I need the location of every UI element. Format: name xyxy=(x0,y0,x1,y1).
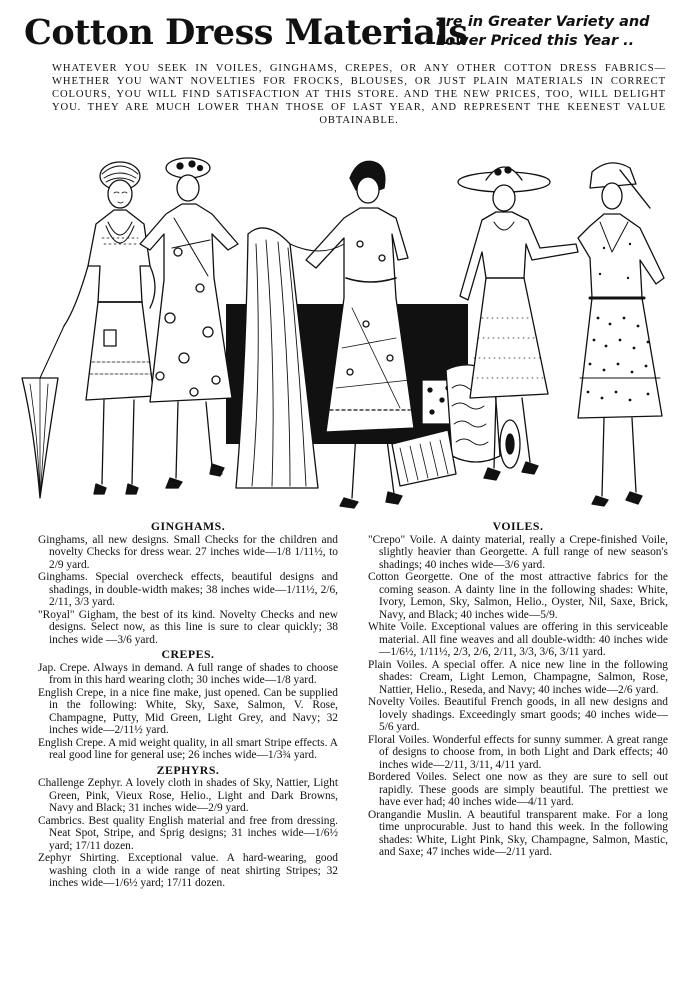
fashion-illustration xyxy=(0,148,700,520)
left-column xyxy=(38,518,338,890)
ginghams-heading: GINGHAMS. xyxy=(150,519,226,533)
crepe-item: English Crepe, in a nice fine make, just opened. Can be supplied in the following: White, Sky, Saxe, Salmon, V. Rose, Champagne, Putty, Mid Green, Light Grey, and Navy; 32 inches wide—2/11½ yard. xyxy=(38,686,338,736)
voile-item: Orangandie Muslin. A beautiful transparent make. For a long time unprocurable. Just to hand this week. In the following shades: White, Light Pink, Sky, Champagne, Salmon, Mastic, and Saxe; 47 inches wide—2/11 yard. xyxy=(368,808,668,858)
voile-item: Plain Voiles. A special offer. A nice new line in the following shades: Cream, Light Lemon, Champagne, Salmon, Rose, Nattier, Helio., Reseda, and Navy; 40 inches wide—2/6 yard. xyxy=(368,658,668,696)
voile-item: Bordered Voiles. Select one now as they are sure to sell out rapidly. These goods are simply beautiful. The prettiest we have ever had; 40 inches wide—4/11 yard. xyxy=(368,771,668,808)
ad-tagline xyxy=(436,13,650,51)
voile-item: Floral Voiles. Wonderful effects for sunny summer. A great range of designs to choose from, in both Light and Dark effects; 40 inches wide—2/11, 3/11, 4/11 yard. xyxy=(368,733,668,771)
crepe-item: Jap. Crepe. Always in demand. A full range of shades to choose from in this hard wearing cloth; 30 inches wide—1/8 yard. xyxy=(38,661,338,686)
gingham-item: Ginghams. Special overcheck effects, beautiful designs and shadings, in double-width makes; 38 inches wide—1/11½, 2/6, 2/11, 3/3 yard. xyxy=(38,571,338,608)
voiles-heading: VOILES. xyxy=(492,519,544,533)
ad-title: Cotton Dress Materials xyxy=(24,12,468,53)
intro-paragraph: WHATEVER YOU SEEK IN VOILES, GINGHAMS, CREPES, OR ANY OTHER COTTON DRESS FABRICS—WHETHER YOU WANT NOVELTIES FOR FROCKS, BLOUSES, OR JUST PLAIN MATERIALS IN CORRECT COLOURS, YOU WILL FIND SATISFACTION AT THIS STORE. AND THE NEW PRICES, TOO, WILL DELIGHT YOU. THEY ARE MUCH LOWER THAN THOSE OF LAST YEAR, AND REPRESENT THE KEENEST VALUE OBTAINABLE. xyxy=(52,63,666,126)
zephyr-item: Zephyr Shirting. Exceptional value. A hard-wearing, good washing cloth in a wide range of neat shirting Stripes; 32 inches wide—1/6½ yard; 17/11 dozen. xyxy=(38,852,338,889)
voile-item: "Crepo" Voile. A dainty material, really a Crepe-finished Voile, slightly heavier than Georgette. A full range of new season's shadings; 40 inches wide—3/6 yard. xyxy=(368,533,668,571)
figure-floral-dress-woman xyxy=(140,158,238,488)
voile-item: White Voile. Exceptional values are offering in this serviceable material. All fine weaves and all double-width: 40 inches wide—1/6½, 1/11½, 2/3, 2/6, 2/11, 3/3, 3/6, 3/11 yard. xyxy=(368,621,668,658)
zephyr-item: Challenge Zephyr. A lovely cloth in shades of Sky, Nattier, Light Green, Pink, Vieux Rose, Helio., Light and Dark Browns, Navy and Black; 31 inches wide—2/9 yard. xyxy=(38,777,338,814)
gingham-item: Ginghams, all new designs. Small Checks for the children and novelty Checks for dress wear. 27 inches wide—1/8 1/11½, to 2/9 yard. xyxy=(38,533,338,571)
figure-parasol-woman xyxy=(22,162,155,498)
tagline-line-1: are in Greater Variety and xyxy=(436,14,650,30)
figure-dotted-dress-woman xyxy=(578,163,664,506)
gingham-item: "Royal" Gigham, the best of its kind. Novelty Checks and new designs. Select now, as this line is sure to clear quickly; 38 inches wide —3/6 yard. xyxy=(38,608,338,646)
tagline-line-2: Lower Priced this Year .. xyxy=(436,33,635,49)
voile-item: Cotton Georgette. One of the most attractive fabrics for the coming season. A dainty line in the following shades: White, Ivory, Lemon, Sky, Salmon, Helio., Oyster, Nil, Saxe, Brick, Navy, and Black; 40 inches wide—5/9. xyxy=(368,571,668,621)
crepes-heading: CREPES. xyxy=(161,647,215,661)
zephyrs-heading: ZEPHYRS. xyxy=(156,762,220,777)
crepe-item: English Crepe. A mid weight quality, in all smart Stripe effects. A real good line for general use; 26 inches wide—1/3¾ yard. xyxy=(38,736,338,761)
right-column xyxy=(368,518,668,859)
zephyr-item: Cambrics. Best quality English material and free from dressing. Neat Spot, Stripe, and Sprig designs; 31 inches wide—1/6½ yard; 17/11 dozen. xyxy=(38,814,338,852)
voile-item: Novelty Voiles. Beautiful French goods, in all new designs and lovely shadings. Exceedingly smart goods; 40 inches wide—5/6 yard. xyxy=(368,696,668,733)
